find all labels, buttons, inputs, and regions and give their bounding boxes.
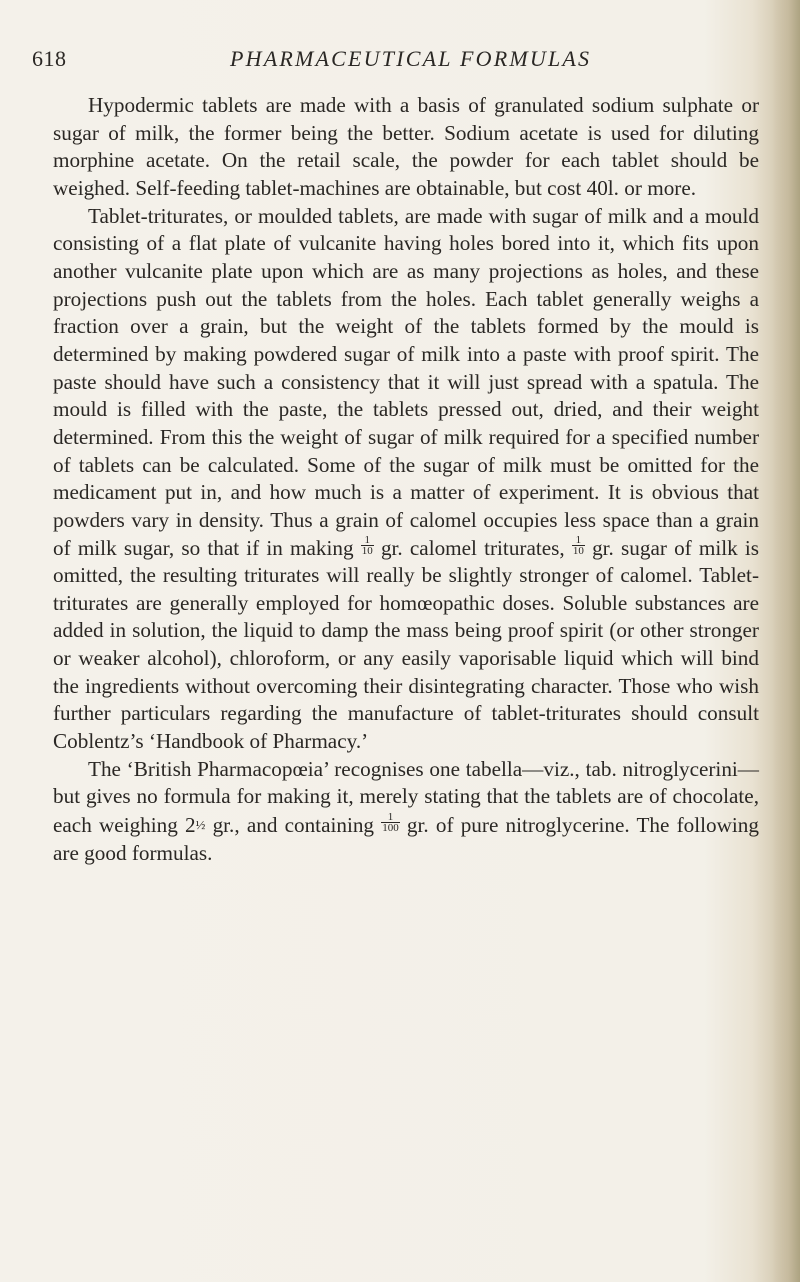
paragraph-text: The ‘British Pharmacopœia’ recognises one tabella—viz., tab. nitroglycerini—but gives no formula for making it, merely stating that the tablets are of chocolate, each weighing 2 bbox=[53, 756, 759, 838]
page-edge-shading bbox=[772, 0, 800, 1282]
paragraph-hypodermic-tablets: Hypodermic tablets are made with a basis of granulated sodium sulphate or sugar of milk, the former being the better. Sodium acetate is used for diluting morphine acetate. On the retail scale, the powder for each tablet should be weighed. Self-feeding tablet-machines are obtainable, but cost 40l. or more. bbox=[53, 93, 759, 200]
fraction-one-hundredth: $\frac{1}{100}$ bbox=[382, 811, 399, 835]
fraction-one-tenth: $\frac{1}{10}$ bbox=[361, 533, 373, 557]
running-title: PHARMACEUTICAL FORMULAS bbox=[230, 46, 592, 71]
fraction-one-tenth: $\frac{1}{10}$ bbox=[572, 533, 584, 557]
paragraph-text: gr., and containing bbox=[212, 813, 375, 838]
paragraph-british-pharmacopoeia bbox=[53, 756, 759, 868]
paragraph-tablet-triturates bbox=[53, 203, 759, 756]
fraction-one-half: ½ bbox=[195, 817, 206, 833]
running-head bbox=[32, 46, 732, 86]
paragraph-text: gr. of pure nitroglycerine. The following are good formulas. bbox=[53, 813, 759, 865]
paragraph-text: gr. sugar of milk is omitted, the resulting triturates will really be slightly stronger of calomel. Tablet-triturates are generally employed for homœopathic doses. Soluble substances are added in solution, the liquid to damp the mass being proof spirit (or other stronger or weaker alcohol), chloroform, or any easily vaporisable liquid which will bind the ingredients without overcoming their disintegrating character. Those who wish further particulars regarding the manufacture of tablet-triturates should consult Coblentz’s ‘Handbook of Pharmacy.’ bbox=[53, 535, 760, 754]
body-text bbox=[53, 92, 759, 867]
paragraph-text: gr. calomel triturates, bbox=[380, 535, 565, 560]
paragraph-text: Tablet-triturates, or moulded tablets, are made with sugar of milk and a mould consisting of a flat plate of vulcanite having holes bored into it, which fits upon another vulcanite plate upon which are as many projections as holes, and these projections push out the tablets from the holes. Each tablet generally weighs a fraction over a grain, but the weight of the tablets formed by the mould is determined by making powdered sugar of milk into a paste with proof spirit. The paste should have such a consistency that it will just spread with a spatula. The mould is filled with the paste, the tablets pressed out, dried, and their weight determined. From this the weight of sugar of milk required for a specified number of tablets can be calculated. Some of the sugar of milk must be omitted for the medicament put in, and how much is a matter of experiment. It is obvious that powders vary in density. Thus a grain of calomel occupies less space than a grain of milk sugar, so that if in making bbox=[53, 203, 759, 560]
page-number: 618 bbox=[32, 46, 67, 71]
